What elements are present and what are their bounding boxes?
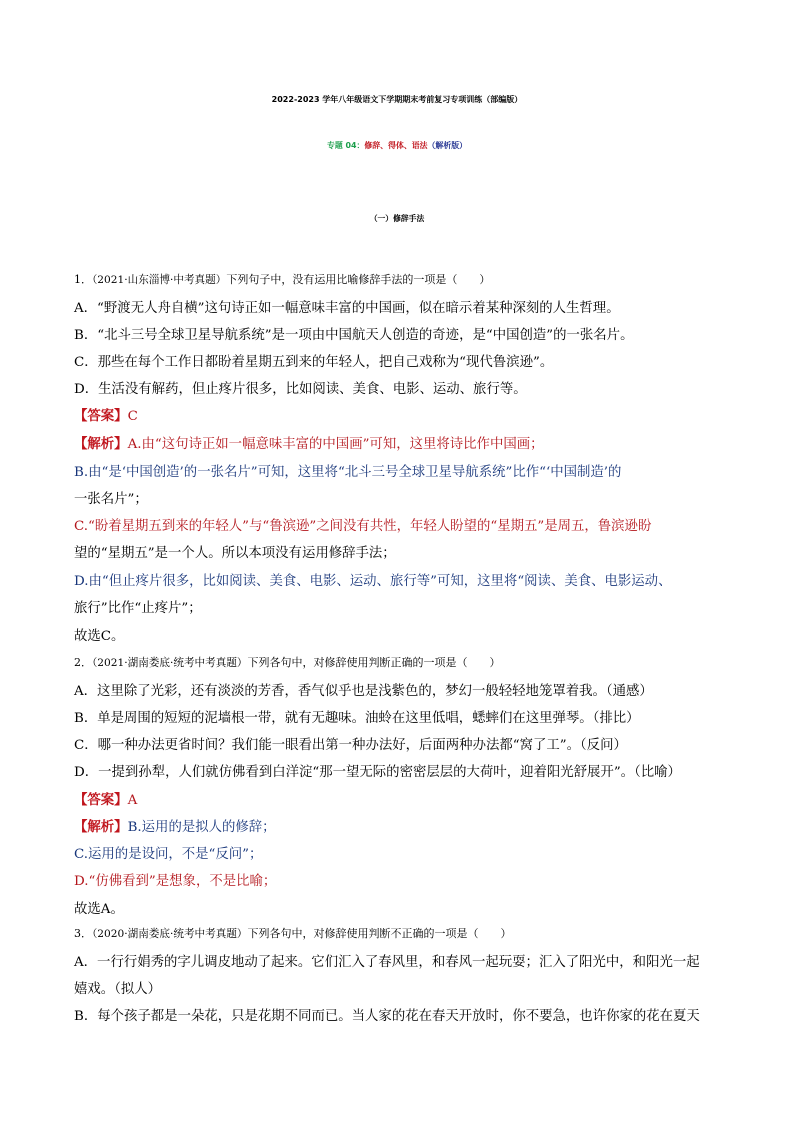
analysis-line: 【解析】A.由“这句诗正如一幅意味丰富的中国画”可知，这里将诗比作中国画； bbox=[74, 436, 544, 452]
question-stem: 2．（2021·湖南娄底·统考中考真题）下列各句中，对修辞使用判断正确的一项是（ ） bbox=[74, 656, 501, 669]
analysis-line: 旅行”比作“止疼片”； bbox=[74, 601, 202, 616]
option-item: D．一提到孙犁，人们就仿佛看到白洋淀“那一望无际的密密层层的大荷叶，迎着阳光舒展开”。（比喻） bbox=[74, 765, 681, 780]
answer-line bbox=[74, 405, 138, 424]
section-title: （一）修辞手法 bbox=[369, 214, 425, 223]
analysis-line: C.运用的是设问，不是“反问”； bbox=[74, 847, 263, 862]
question-stem: 1．（2021·山东淄博·中考真题）下列句子中，没有运用比喻修辞手法的一项是（ ） bbox=[74, 273, 491, 286]
analysis-line: D.“仿佛看到”是想象，不是比喻； bbox=[74, 874, 277, 889]
option-item: B．每个孩子都是一朵花，只是花期不同而已。当人家的花在春天开放时，你不要急，也许你家的花在夏天 bbox=[74, 1009, 700, 1024]
analysis-line: C.“盼着星期五到来的年轻人”与“鲁滨逊”之间没有共性，年轻人盼望的“星期五”是周五，鲁滨逊盼 bbox=[74, 519, 652, 534]
option-item: 嬉戏。（拟人） bbox=[74, 982, 162, 997]
option-item: A．这里除了光彩，还有淡淡的芳香，香气似乎也是浅紫色的，梦幻一般轻轻地笼罩着我。（通感） bbox=[74, 684, 653, 699]
option-item: A．一行行娟秀的字儿调皮地动了起来。它们汇入了春风里，和春风一起玩耍；汇入了阳光中，和阳光一起 bbox=[74, 955, 700, 970]
option-item: B．“北斗三号全球卫星导航系统”是一项由中国航天人创造的奇迹，是“中国创造”的一张名片。 bbox=[74, 328, 634, 343]
option-item: C．哪一种办法更省时间？我们能一眼看出第一种办法好，后面两种办法都“窝了工”。（反问） bbox=[74, 738, 627, 753]
document-title bbox=[0, 140, 794, 151]
answer-label: 【答案】 bbox=[74, 792, 128, 808]
analysis-line: 【解析】B.运用的是拟人的修辞； bbox=[74, 819, 276, 835]
question-stem: 3．（2020·湖南娄底·统考中考真题）下列各句中，对修辞使用判断不正确的一项是（ ） bbox=[74, 927, 512, 940]
answer-label: 【答案】 bbox=[74, 408, 128, 424]
analysis-label: 【解析】 bbox=[74, 819, 128, 835]
answer-value: A bbox=[127, 793, 138, 808]
analysis-label: 【解析】 bbox=[74, 436, 128, 452]
option-item: D．生活没有解药，但止疼片很多，比如阅读、美食、电影、运动、旅行等。 bbox=[74, 382, 527, 397]
conclusion-line: 故选A。 bbox=[74, 902, 124, 917]
title-edition: （解析版） bbox=[427, 141, 467, 150]
option-item: C．那些在每个工作日都盼着星期五到来的年轻人，把自己戏称为“现代鲁滨逊”。 bbox=[74, 355, 554, 370]
analysis-line: B.由“是‘中国创造’的一张名片”可知，这里将“北斗三号全球卫星导航系统”比作“‘中国制造’的 bbox=[74, 465, 622, 480]
option-item: B．单是周围的短短的泥墙根一带，就有无趣味。油蛉在这里低唱，蟋蟀们在这里弹琴。（排比） bbox=[74, 711, 640, 726]
answer-line bbox=[74, 789, 137, 808]
title-topic-number: 专题 04： bbox=[326, 141, 365, 150]
analysis-line: D.由“但止疼片很多，比如阅读、美食、电影、运动、旅行等”可知，这里将“阅读、美食、电影运动、 bbox=[74, 574, 672, 589]
document-subtitle: 2022-2023 学年八年级语文下学期期末考前复习专项训练（部编版） bbox=[271, 95, 523, 104]
answer-value: C bbox=[127, 409, 138, 424]
option-item: A．“野渡无人舟自横”这句诗正如一幅意味丰富的中国画，似在暗示着某种深刻的人生哲理。 bbox=[74, 301, 620, 316]
analysis-line: 一张名片”； bbox=[74, 492, 148, 507]
conclusion-line: 故选C。 bbox=[74, 629, 125, 644]
analysis-line: 望的“星期五”是一个人。所以本项没有运用修辞手法； bbox=[74, 546, 396, 561]
title-topic-name: 修辞、得体、语法 bbox=[364, 141, 428, 150]
